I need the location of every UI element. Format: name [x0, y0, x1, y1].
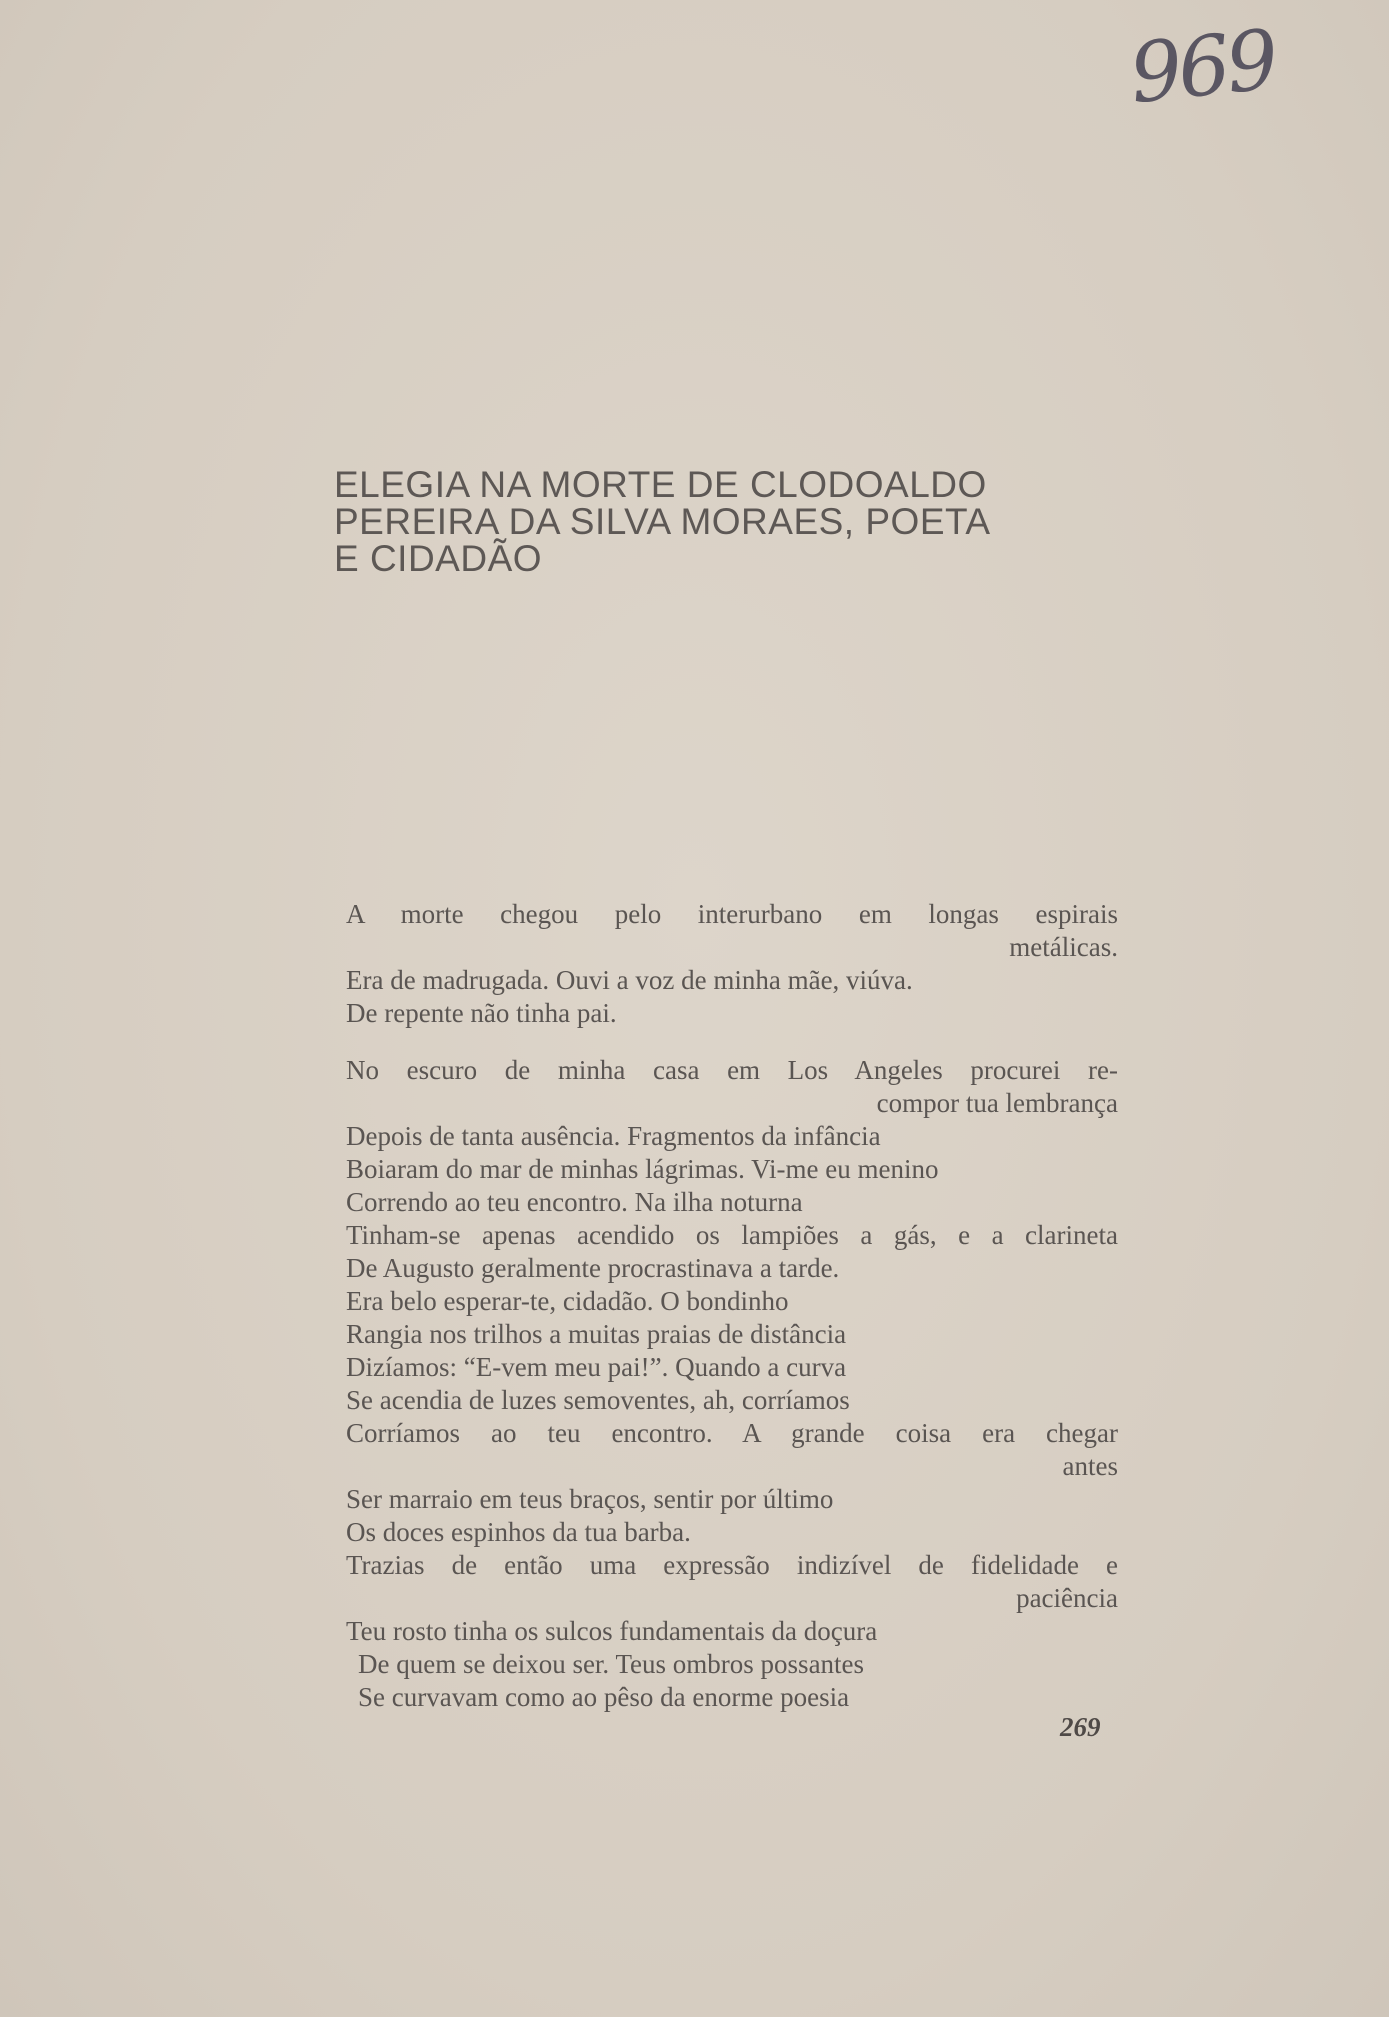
poem-line: metálicas. [1009, 932, 1118, 962]
poem-line: Era belo esperar-te, cidadão. O bondinho [346, 1286, 789, 1316]
poem-line: Ser marraio em teus braços, sentir por último [346, 1484, 834, 1514]
poem-line: Os doces espinhos da tua barba. [346, 1517, 691, 1547]
poem-line: Tinham-se apenas acendido os lampiões a gás, e a clarineta [346, 1220, 1118, 1250]
poem-line: Corríamos ao teu encontro. A grande coisa era chegar [346, 1418, 1118, 1448]
poem-line: paciência [1016, 1583, 1118, 1613]
poem-line: Trazias de então uma expressão indizível de fidelidade e [346, 1550, 1118, 1580]
poem-line: Se acendia de luzes semoventes, ah, corríamos [346, 1385, 850, 1415]
poem-line: Se curvavam como ao pêso da enorme poesia [358, 1682, 850, 1712]
poem-line: De Augusto geralmente procrastinava a tarde. [346, 1253, 840, 1283]
title-line: PEREIRA DA SILVA MORAES, POETA [334, 501, 991, 542]
poem-line: Boiaram do mar de minhas lágrimas. Vi-me eu menino [346, 1154, 939, 1184]
poem-line: De quem se deixou ser. Teus ombros possantes [358, 1649, 865, 1679]
poem-line: Dizíamos: “E-vem meu pai!”. Quando a curva [346, 1352, 847, 1382]
poem-line: A morte chegou pelo interurbano em longas espirais [346, 899, 1118, 929]
poem-line: Rangia nos trilhos a muitas praias de distância [346, 1319, 847, 1349]
poem-line: De repente não tinha pai. [346, 998, 617, 1028]
poem-line: No escuro de minha casa em Los Angeles procurei re- [346, 1055, 1118, 1085]
title-line: E CIDADÃO [334, 538, 543, 579]
poem-line: Correndo ao teu encontro. Na ilha noturna [346, 1187, 803, 1217]
poem-line: antes [1062, 1451, 1118, 1481]
poem-line: Depois de tanta ausência. Fragmentos da infância [346, 1121, 881, 1151]
poem-title [334, 466, 1134, 577]
page-number: 269 [1060, 1712, 1101, 1742]
handwritten-page-number: 969 [1125, 12, 1280, 123]
title-line: ELEGIA NA MORTE DE CLODOALDO [334, 464, 987, 505]
poem-line: compor tua lembrança [876, 1088, 1118, 1118]
poem-line: Era de madrugada. Ouvi a voz de minha mãe, viúva. [346, 965, 913, 995]
poem-line: Teu rosto tinha os sulcos fundamentais da doçura [346, 1616, 878, 1646]
